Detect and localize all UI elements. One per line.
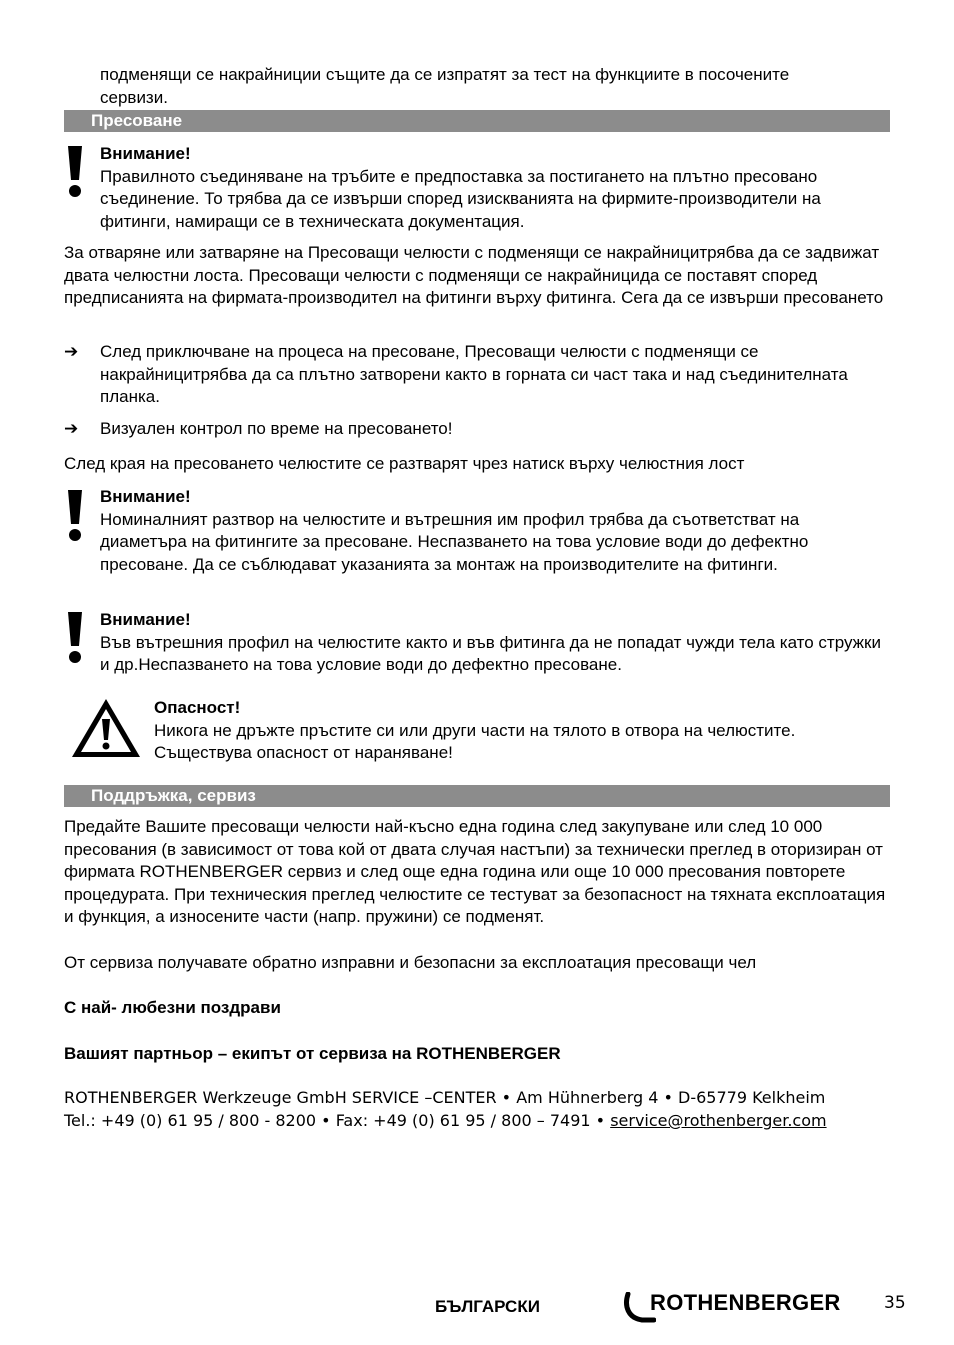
warning-block-3 [100, 609, 894, 677]
paragraph-after-pressing: След края на пресоването челюстите се разтварят чрез натиск върху челюстния лост [64, 454, 745, 473]
paragraph-open-close: За отваряне или затваряне на Пресоващи челюсти с подменящи се накрайницитрябва да се задвижат двата челюстни лоста. Пресоващи челюсти с подменящи се накрайницида се поставят според предписанията на фирмата-производител на фитинги върху фитинга. Сега да се извърши пресоването [64, 243, 884, 307]
warning-text: Във вътрешния профил на челюстите както и във фитинга да не попадат чужди тела като стружки и др.Неспазването на това условие води до дефектно пресоване. [100, 632, 881, 674]
page-number: 35 [884, 1293, 906, 1313]
bullet-item-2: Визуален контрол по време на пресоването! [100, 419, 453, 438]
warning-title: Внимание! [100, 144, 191, 163]
warning-block-1 [100, 143, 894, 233]
regards-text: С най- любезни поздрави [64, 998, 281, 1017]
warning-triangle-icon [70, 697, 142, 759]
rothenberger-logo [622, 1288, 854, 1326]
warning-title: Внимание! [100, 610, 191, 629]
email-link[interactable]: service@rothenberger.com [610, 1111, 827, 1130]
exclamation-icon [64, 146, 86, 198]
logo-wordmark: ROTHENBERGER [650, 1290, 841, 1315]
section-header-pressing: Пресоване [64, 110, 890, 132]
section-header-service: Поддръжка, сервиз [64, 785, 890, 807]
intro-line-2: сервизи. [100, 87, 168, 107]
service-paragraph: Предайте Вашите пресоващи челюсти най-късно една година след закупуване или след 10 000 пресования (в зависимост от това кой от двата случая настъпи) за технически преглед в оторизиран от фирмата ROTHENBERGER сервиз и след още една година или още 10 000 пресования повторете процедурата. При техническия преглед челюстите се тестуват за безопасност на тяхната експлоатация и функция, а износените части (напр. пружини) се подменят. [64, 817, 886, 926]
contact-phone-fax: Tel.: +49 (0) 61 95 / 800 - 8200 • Fax: +49 (0) 61 95 / 800 – 7491 • [64, 1111, 611, 1130]
warning-block-2 [100, 486, 894, 576]
address-line-2 [64, 1110, 894, 1133]
exclamation-icon [64, 612, 86, 664]
service-paragraph-2: От сервиза получавате обратно изправни и безопасни за експлоатация пресоващи чел [64, 953, 757, 972]
arrow-right-icon: ➔ [64, 342, 79, 361]
footer-language: БЪЛГАРСКИ [435, 1297, 540, 1316]
danger-text: Никога не дръжте пръстите си или други части на тялото в отвора на челюстите. Съществува опасност от нараняване! [154, 720, 796, 762]
warning-text: Правилното съединяване на тръбите е предпоставка за постигането на плътно пресовано съединение. То трябва да се извърши според изискванията на фирмите-производители на фитинги, намиращи се в техническата документация. [100, 166, 821, 231]
exclamation-icon [64, 490, 86, 542]
bullet-item-1: След приключване на процеса на пресоване, Пресоващи челюсти с подменящи се накрайницитрябва да са плътно затворени както в горната си част така и над съединителната планка. [100, 342, 848, 406]
warning-title: Внимание! [100, 487, 191, 506]
address-line-1: ROTHENBERGER Werkzeuge GmbH SERVICE –CENTER • Am Hühnerberg 4 • D-65779 Kelkheim [64, 1088, 826, 1107]
warning-text: Номиналният разтвор на челюстите и вътрешния им профил трябва да съответстват на диаметъра на фитингите за пресоване. Неспазването на това условие води до дефектно пресоване. Да се съблюдават указанията за монтаж на производителите на фитинги. [100, 509, 809, 574]
intro-text [100, 64, 894, 109]
danger-block [154, 697, 894, 765]
intro-line-1: подменящи се накрайниции същите да се изпратят за тест на функциите в посочените [100, 65, 790, 84]
arrow-right-icon: ➔ [64, 419, 79, 438]
partner-text: Вашият партньор – екипът от сервиза на ROTHENBERGER [64, 1044, 561, 1063]
danger-title: Опасност! [154, 698, 241, 717]
